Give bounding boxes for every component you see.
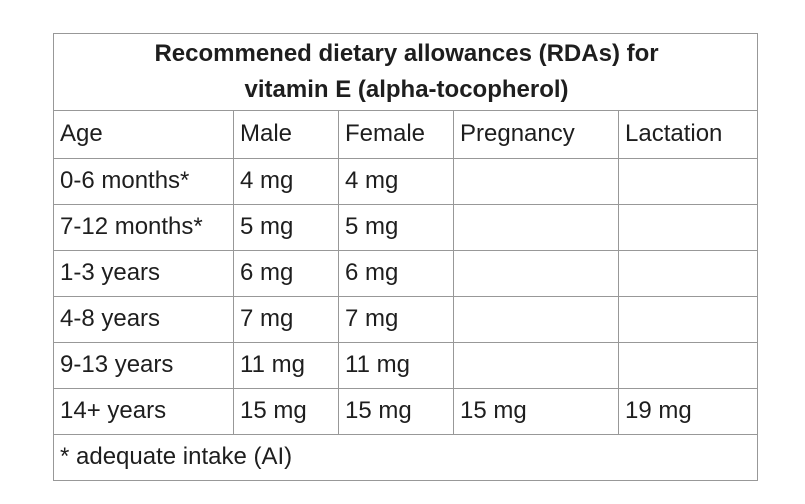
cell-age: 4-8 years xyxy=(54,297,234,343)
cell-female: 5 mg xyxy=(339,205,454,251)
cell-pregnancy xyxy=(454,297,619,343)
column-header-age: Age xyxy=(54,111,234,159)
column-header-lactation: Lactation xyxy=(619,111,758,159)
cell-pregnancy xyxy=(454,205,619,251)
cell-age: 0-6 months* xyxy=(54,159,234,205)
table-row-14-plus-years xyxy=(54,389,758,435)
cell-female: 11 mg xyxy=(339,343,454,389)
table-row-9-13-years xyxy=(54,343,758,389)
cell-lactation: 19 mg xyxy=(619,389,758,435)
cell-female: 7 mg xyxy=(339,297,454,343)
cell-age: 7-12 months* xyxy=(54,205,234,251)
cell-lactation xyxy=(619,251,758,297)
table-title-row xyxy=(54,34,758,111)
table-row-0-6-months xyxy=(54,159,758,205)
column-header-male: Male xyxy=(234,111,339,159)
cell-lactation xyxy=(619,297,758,343)
cell-female: 6 mg xyxy=(339,251,454,297)
cell-lactation xyxy=(619,159,758,205)
cell-female: 4 mg xyxy=(339,159,454,205)
cell-pregnancy xyxy=(454,251,619,297)
cell-female: 15 mg xyxy=(339,389,454,435)
cell-male: 6 mg xyxy=(234,251,339,297)
cell-age: 14+ years xyxy=(54,389,234,435)
table-row-4-8-years xyxy=(54,297,758,343)
cell-pregnancy xyxy=(454,159,619,205)
cell-male: 5 mg xyxy=(234,205,339,251)
cell-lactation xyxy=(619,343,758,389)
cell-male: 11 mg xyxy=(234,343,339,389)
table-title-line-1: Recommened dietary allowances (RDAs) for xyxy=(154,40,659,67)
table-row-1-3-years xyxy=(54,251,758,297)
column-header-pregnancy: Pregnancy xyxy=(454,111,619,159)
cell-male: 4 mg xyxy=(234,159,339,205)
cell-male: 15 mg xyxy=(234,389,339,435)
table-title-line-2: vitamin E (alpha-tocopherol) xyxy=(244,76,569,103)
column-header-female: Female xyxy=(339,111,454,159)
cell-lactation xyxy=(619,205,758,251)
cell-age: 1-3 years xyxy=(54,251,234,297)
cell-pregnancy xyxy=(454,343,619,389)
table-header-row xyxy=(54,111,758,159)
cell-pregnancy: 15 mg xyxy=(454,389,619,435)
table-footnote-row xyxy=(54,435,758,481)
cell-age: 9-13 years xyxy=(54,343,234,389)
table-row-7-12-months xyxy=(54,205,758,251)
rda-table xyxy=(53,33,758,481)
table-title xyxy=(54,34,758,111)
cell-male: 7 mg xyxy=(234,297,339,343)
table-footnote: * adequate intake (AI) xyxy=(54,435,758,481)
